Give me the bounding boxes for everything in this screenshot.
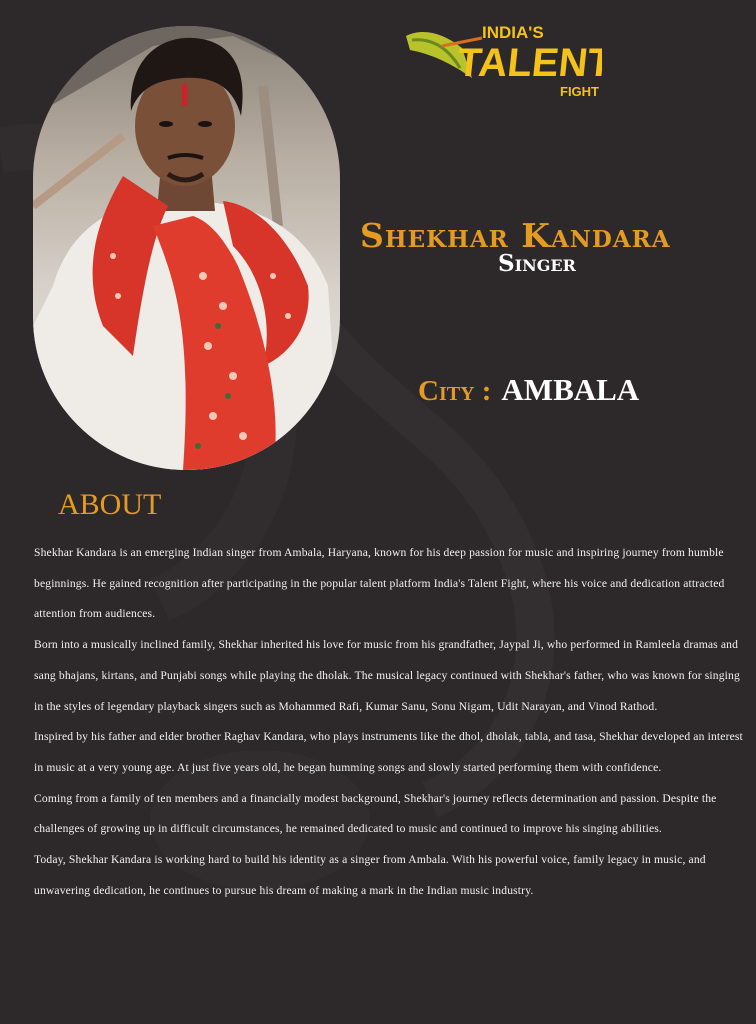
about-paragraph: Shekhar Kandara is an emerging Indian singer from Ambala, Haryana, known for his deep passion for music and inspiring journey from humble beginnings. He gained recognition after participating in the popular talent platform India's Talent Fight, where his voice and dedication attracted attention from audiences.: [34, 546, 725, 621]
logo-line-1: INDIA'S: [482, 23, 544, 42]
city-label: City :: [418, 375, 492, 407]
about-paragraph: Coming from a family of ten members and a financially modest background, Shekhar's journey reflects determination and passion. Despite the challenges of growing up in difficult circumstances, he remained dedicated to music and continued to improve his singing abilities.: [34, 791, 717, 836]
profile-photo: [33, 26, 340, 470]
about-paragraph: Inspired by his father and elder brother Raghav Kandara, who plays instruments like the dhol, dholak, tabla, and tasa, Shekhar developed an interest in music at a very young age. At just five years old, he began humming songs and slowly started performing them with confidence.: [34, 730, 743, 774]
about-heading: ABOUT: [58, 488, 162, 521]
city-value: AMBALA: [501, 372, 640, 407]
about-text: [34, 538, 746, 906]
artist-name: Shekhar Kandara: [360, 216, 671, 255]
artist-role: Singer: [498, 250, 576, 277]
city-line: [418, 372, 639, 408]
portrait-illustration: [33, 26, 340, 470]
indias-talent-fight-logo: [402, 18, 602, 102]
about-paragraph: Born into a musically inclined family, Shekhar inherited his love for music from his grandfather, Jaypal Ji, who performed in Ramleela dramas and sang bhajans, kirtans, and Punjabi songs while playing the dholak. The musical legacy continued with Shekhar's father, who was known for singing in the styles of legendary playback singers such as Mohammed Rafi, Kumar Sanu, Sonu Nigam, Udit Narayan, and Vinod Rathod.: [34, 638, 740, 713]
logo-line-2: TALENT: [454, 41, 602, 85]
logo-line-3: FIGHT: [560, 84, 599, 99]
about-paragraph: Today, Shekhar Kandara is working hard to build his identity as a singer from Ambala. With his powerful voice, family legacy in music, and unwavering dedication, he continues to pursue his dream of making a mark in the Indian music industry.: [34, 853, 706, 897]
